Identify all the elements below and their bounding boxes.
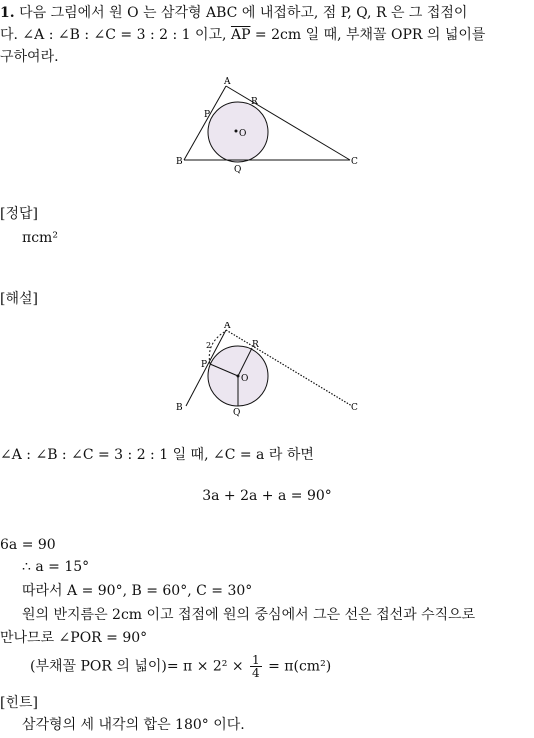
problem-text-2a: 다. ∠A : ∠B : ∠C = 3 : 2 : 1 이고, — [0, 27, 231, 43]
segment-ap: $\overline{AP}$ — [230, 27, 251, 43]
label-a-2: A — [224, 322, 231, 331]
label-c-2: C — [351, 403, 358, 413]
fraction — [250, 654, 262, 679]
problem-text-2b: = 2cm 일 때, 부채꼴 OPR 의 넓이를 — [250, 27, 486, 43]
fraction-numerator: 1 — [252, 653, 260, 667]
label-length-2: 2 — [206, 341, 212, 350]
figure-triangle-incircle — [170, 76, 370, 176]
label-b-2: B — [176, 403, 183, 413]
step-3: 따라서 A = 90°, B = 60°, C = 30° — [22, 583, 253, 599]
area-formula — [30, 654, 331, 679]
label-q-2: Q — [233, 408, 241, 418]
label-r: R — [251, 97, 258, 107]
label-b: B — [176, 157, 183, 167]
label-p: P — [204, 110, 211, 120]
problem-number: 1. — [0, 5, 15, 21]
label-p-2: P — [201, 360, 208, 370]
hint-header: [힌트] — [0, 695, 38, 711]
incircle — [208, 102, 268, 162]
problem-line-1 — [0, 4, 467, 22]
ratio-line: ∠A : ∠B : ∠C = 3 : 2 : 1 일 때, ∠C = a 라 하면 — [0, 447, 314, 463]
equation: 3a + 2a + a = 90° — [202, 488, 332, 504]
step-4a: 원의 반지름은 2cm 이고 접점에 원의 중심에서 그은 선은 접선과 수직으로 — [22, 607, 476, 623]
step-2: ∴ a = 15° — [22, 559, 90, 575]
hint-text: 삼각형의 세 내각의 합은 180° 이다. — [22, 717, 245, 733]
label-a: A — [224, 77, 231, 87]
center-dot — [235, 130, 238, 133]
area-suffix: = π(cm²) — [263, 658, 332, 675]
label-o-2: O — [241, 374, 249, 384]
problem-line-3: 구하여라. — [0, 49, 59, 65]
problem-line-2 — [0, 26, 485, 44]
center-dot-2 — [237, 375, 240, 378]
answer-value: πcm² — [22, 230, 58, 246]
step-4b: 만나므로 ∠POR = 90° — [0, 630, 148, 646]
label-o: O — [239, 129, 247, 139]
step-1: 6a = 90 — [0, 537, 56, 553]
explanation-header: [해설] — [0, 291, 38, 307]
fraction-denominator: 4 — [252, 666, 260, 680]
label-c: C — [351, 157, 358, 167]
area-prefix: (부채꼴 POR 의 넓이)= π × 2² × — [30, 658, 249, 675]
figure-explanation — [170, 322, 370, 420]
answer-header: [정답] — [0, 206, 38, 222]
label-q: Q — [234, 165, 242, 175]
label-r-2: R — [252, 340, 259, 350]
problem-text-1: 다음 그림에서 원 O 는 삼각형 ABC 에 내접하고, 점 P, Q, R 은 그 접점이 — [19, 5, 468, 21]
